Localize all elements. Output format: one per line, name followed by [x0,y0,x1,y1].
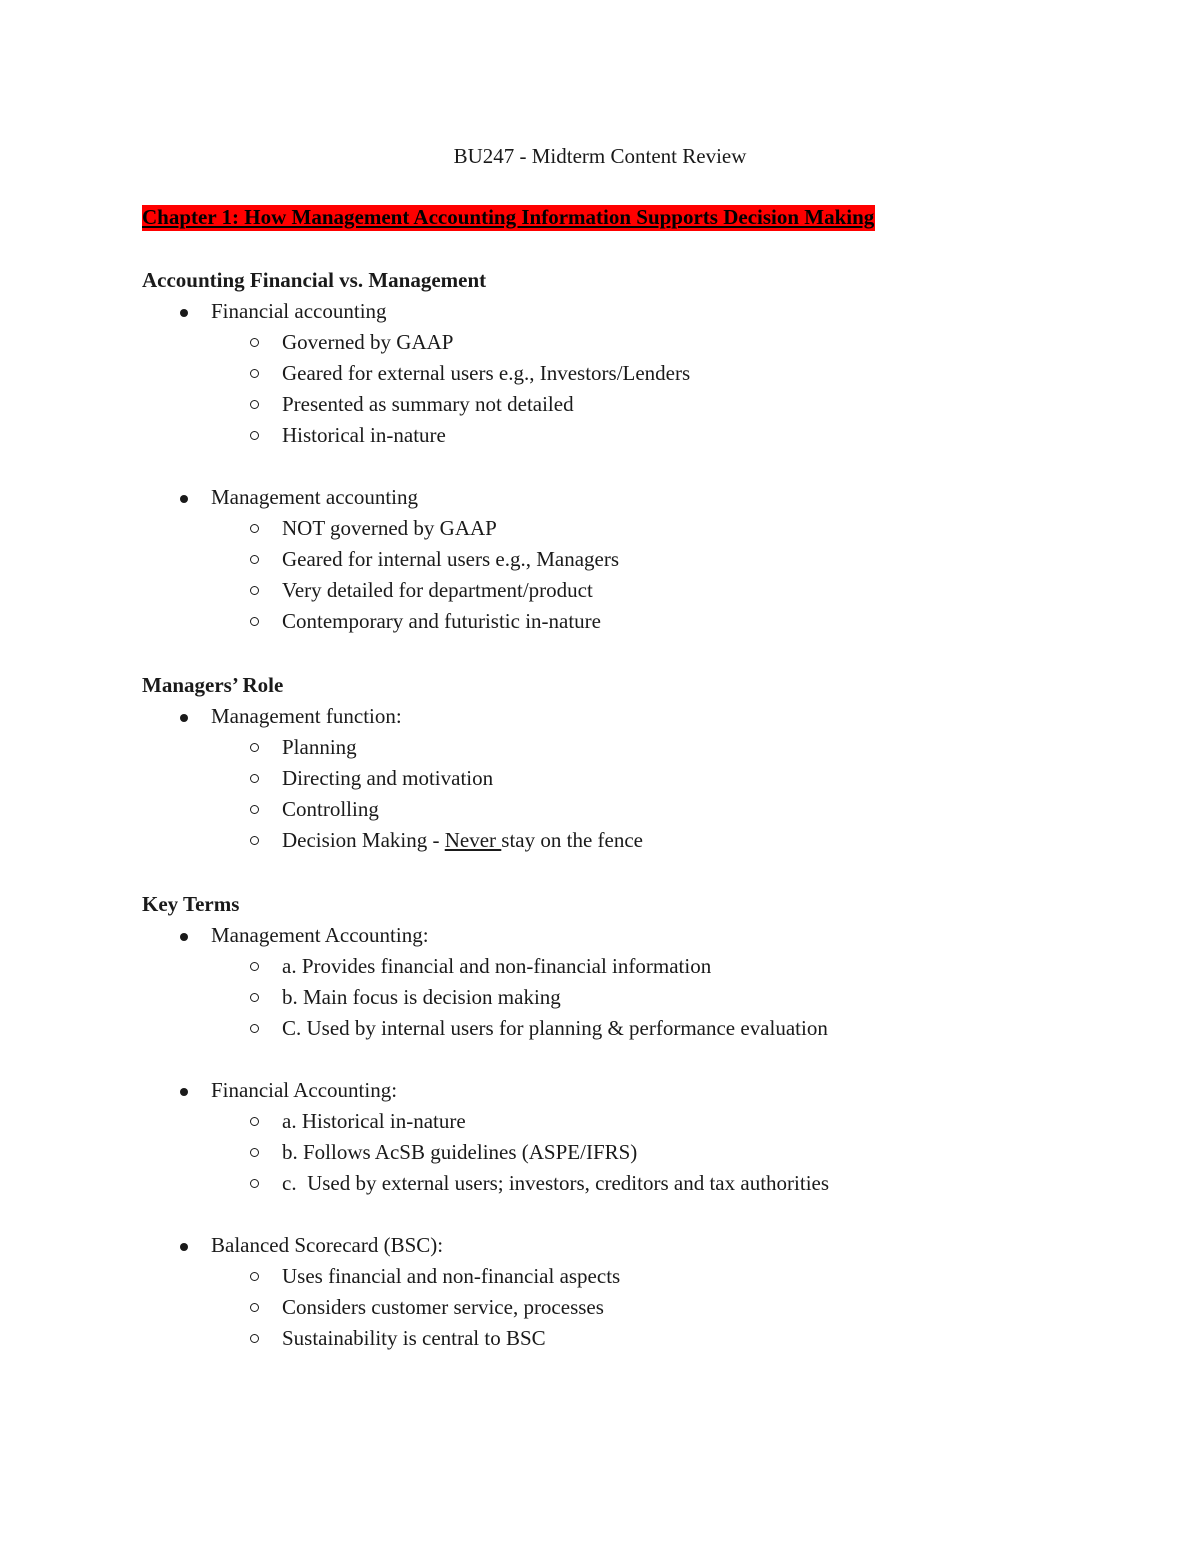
circle-bullet-icon [250,431,259,440]
sublist-item: Uses financial and non-financial aspects [211,1261,1142,1292]
sublist-item: Presented as summary not detailed [211,389,1142,420]
sublist-item: c. Used by external users; investors, creditors and tax authorities [211,1168,1142,1199]
circle-bullet-icon [250,555,259,564]
balanced-scorecard-sublist [211,1261,1142,1354]
key-terms-list [142,920,1142,1354]
list-item-label: Financial Accounting: [211,1078,398,1102]
sublist-item: C. Used by internal users for planning & performance evaluation [211,1013,1142,1044]
accounting-list [142,296,1142,637]
list-item-label: Management Accounting: [211,923,429,947]
circle-bullet-icon [250,524,259,533]
bullet-icon [180,714,188,722]
list-item-management-accounting-term [142,920,1142,1044]
circle-bullet-icon [250,338,259,347]
sublist-item: Sustainability is central to BSC [211,1323,1142,1354]
circle-bullet-icon [250,400,259,409]
sublist-item: Governed by GAAP [211,327,1142,358]
circle-bullet-icon [250,836,259,845]
sublist-item: b. Main focus is decision making [211,982,1142,1013]
sublist-item: Planning [211,732,1142,763]
circle-bullet-icon [250,805,259,814]
circle-bullet-icon [250,774,259,783]
sublist-item: Geared for external users e.g., Investors/Lenders [211,358,1142,389]
sublist-item-decision-making: Decision Making - Never stay on the fence [211,825,1142,856]
management-accounting-term-sublist [211,951,1142,1044]
sublist-item: Considers customer service, processes [211,1292,1142,1323]
circle-bullet-icon [250,962,259,971]
circle-bullet-icon [250,1024,259,1033]
financial-accounting-sublist [211,327,1142,451]
bullet-icon [180,1243,188,1251]
managers-role-list [142,701,1142,856]
bullet-icon [180,309,188,317]
sublist-item: a. Provides financial and non-financial information [211,951,1142,982]
circle-bullet-icon [250,1148,259,1157]
section-heading-managers-role: Managers’ Role [142,673,284,697]
sublist-item: Contemporary and futuristic in-nature [211,606,1142,637]
list-item-financial-accounting-term [142,1075,1142,1199]
bullet-icon [180,495,188,503]
management-function-sublist [211,732,1142,856]
sublist-item: Very detailed for department/product [211,575,1142,606]
circle-bullet-icon [250,993,259,1002]
management-accounting-sublist [211,513,1142,637]
sublist-item: Historical in-nature [211,420,1142,451]
bullet-icon [180,1088,188,1096]
circle-bullet-icon [250,1272,259,1281]
financial-accounting-term-sublist [211,1106,1142,1199]
circle-bullet-icon [250,1334,259,1343]
section-heading-key-terms: Key Terms [142,892,240,916]
sublist-item: Directing and motivation [211,763,1142,794]
list-item-balanced-scorecard [142,1230,1142,1354]
circle-bullet-icon [250,1179,259,1188]
circle-bullet-icon [250,743,259,752]
circle-bullet-icon [250,586,259,595]
document-title: BU247 - Midterm Content Review [453,144,747,168]
sublist-item: NOT governed by GAAP [211,513,1142,544]
circle-bullet-icon [250,1117,259,1126]
sublist-item: Controlling [211,794,1142,825]
circle-bullet-icon [250,369,259,378]
circle-bullet-icon [250,617,259,626]
list-item-financial-accounting [142,296,1142,451]
section-key-terms [142,889,1142,1354]
sublist-item: Geared for internal users e.g., Managers [211,544,1142,575]
section-accounting [142,265,1142,637]
section-heading-accounting: Accounting Financial vs. Management [142,268,487,292]
circle-bullet-icon [250,1303,259,1312]
sublist-item: b. Follows AcSB guidelines (ASPE/IFRS) [211,1137,1142,1168]
chapter-heading [142,203,875,231]
bullet-icon [180,933,188,941]
list-item-management-accounting [142,482,1142,637]
list-item-label: Management function: [211,704,402,728]
list-item-management-function [142,701,1142,856]
list-item-label: Financial accounting [211,299,387,323]
list-item-label: Balanced Scorecard (BSC): [211,1233,444,1257]
list-item-label: Management accounting [211,485,419,509]
sublist-item: a. Historical in-nature [211,1106,1142,1137]
chapter-heading-highlight: Chapter 1: How Management Accounting Information Supports Decision Making [142,205,875,229]
underlined-emphasis: Never [444,828,502,852]
section-managers-role [142,670,1142,856]
